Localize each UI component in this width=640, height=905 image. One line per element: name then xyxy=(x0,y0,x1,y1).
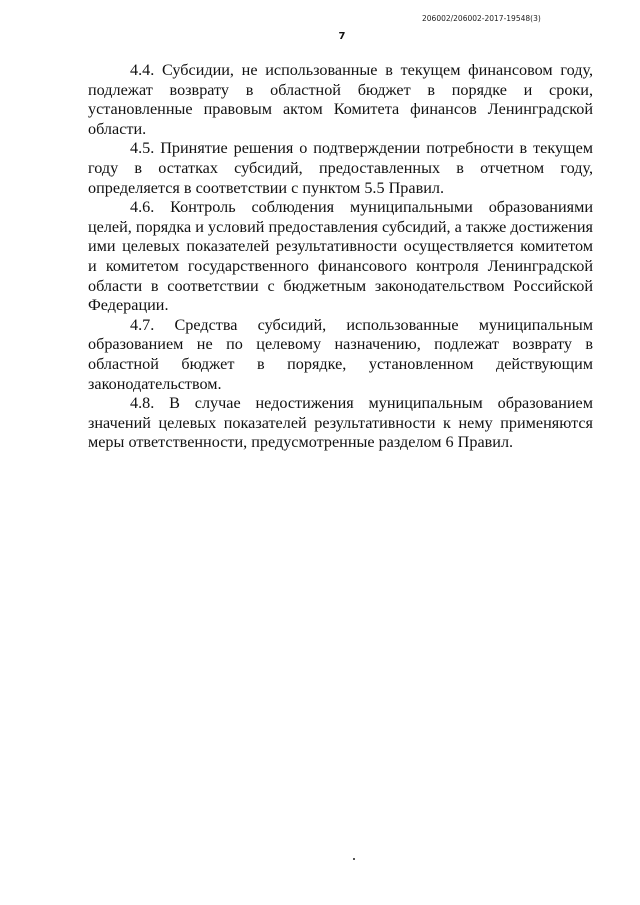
paragraph-4-5: 4.5. Принятие решения о подтверждении потребности в текущем году в остатках субсидий, предоставленных в отчетном году, определяется в соответствии с пунктом 5.5 Правил. xyxy=(88,139,593,197)
paragraph-4-8: 4.8. В случае недостижения муниципальным образованием значений целевых показателей результативности к нему применяются меры ответственности, предусмотренные разделом 6 Правил. xyxy=(88,394,593,452)
document-reference-number: 206002/206002-2017-19548(3) xyxy=(422,14,541,23)
paragraph-4-7: 4.7. Средства субсидий, использованные муниципальным образованием не по целевому назначению, подлежат возврату в областной бюджет в порядке, установленном действующим законодательством. xyxy=(88,315,593,393)
paragraph-4-6: 4.6. Контроль соблюдения муниципальными образованиями целей, порядка и условий предоставления субсидий, а также достижения ими целевых показателей результативности осуществляется комитетом и комитетом государственного финансового контроля Ленинградской области в соответствии с бюджетным законодательством Российской Федерации. xyxy=(88,198,593,315)
page-number: 7 xyxy=(338,31,346,42)
document-body xyxy=(88,61,593,453)
scan-speck-mark xyxy=(353,858,355,860)
paragraph-4-4: 4.4. Субсидии, не использованные в текущем финансовом году, подлежат возврату в областной бюджет в порядке и сроки, установленные правовым актом Комитета финансов Ленинградской области. xyxy=(88,61,593,138)
